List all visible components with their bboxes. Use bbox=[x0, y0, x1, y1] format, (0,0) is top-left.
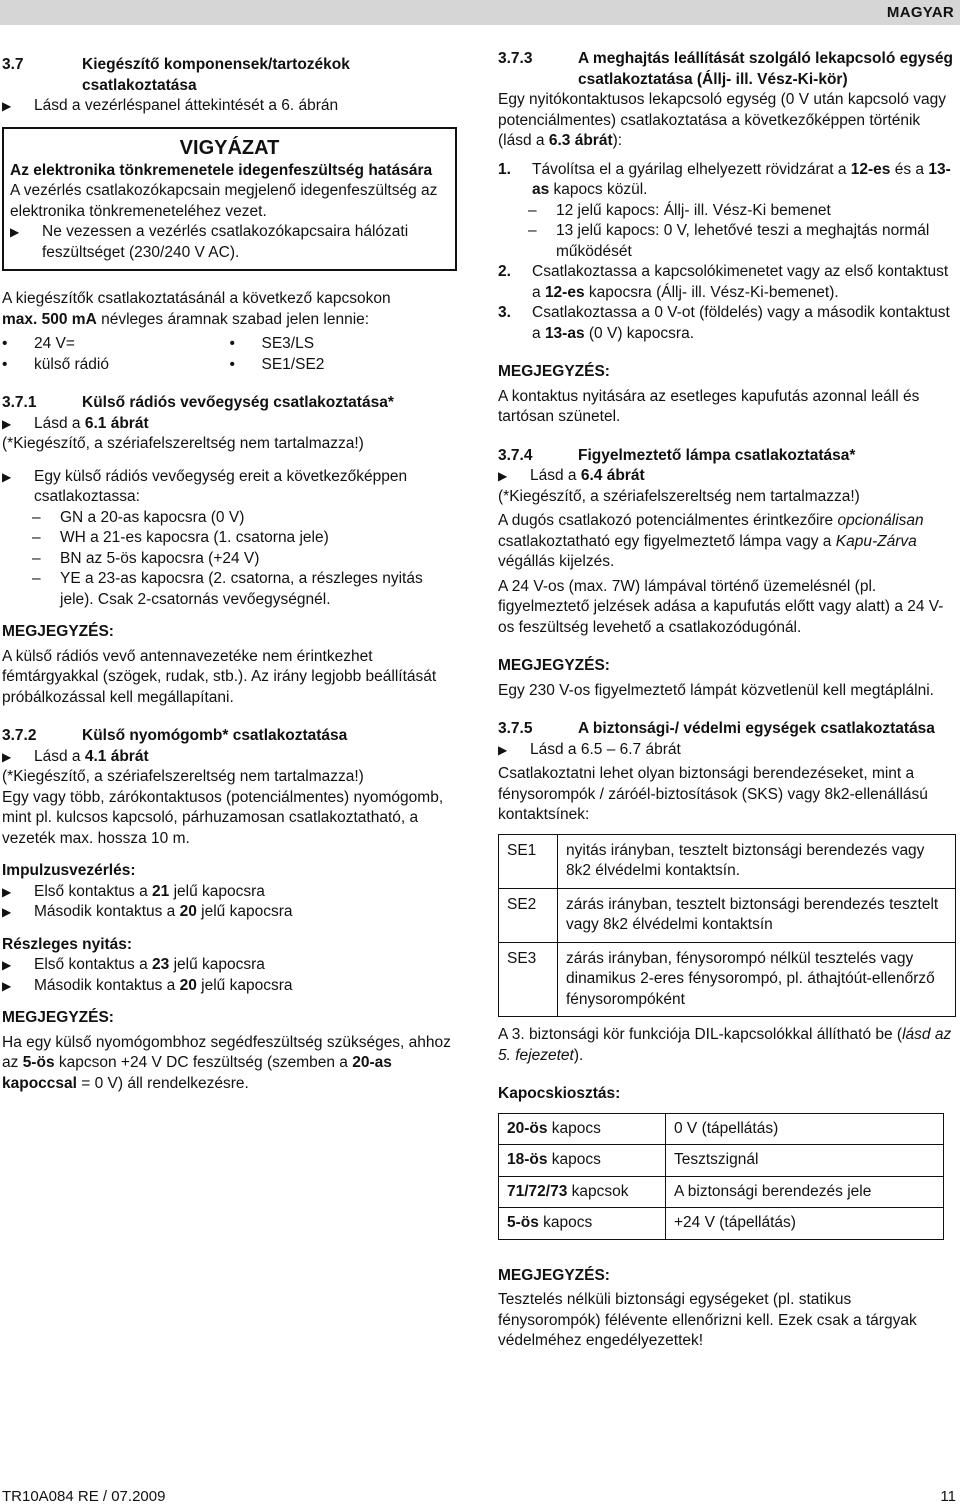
language-label: MAGYAR bbox=[886, 4, 954, 21]
terminal-bullets bbox=[2, 334, 457, 375]
section-3-7-2-ref: ▶ Lásd a 4.1 ábrát bbox=[2, 747, 457, 768]
intro-text: A kiegészítők csatlakoztatásánál a következő kapcsokon max. 500 mA névleges áramnak szabad jelen lennie: bbox=[2, 290, 391, 328]
section-3-7-5-heading: 3.7.5 A biztonsági-/ védelmi egységek csatlakoztatása bbox=[498, 720, 935, 737]
list-item: 3. Csatlakoztassa a 0 V-ot (földelés) vagy a második kontaktust a 13-as (0 V) kapocsra. bbox=[498, 304, 950, 342]
table-row: SE2 zárás irányban, tesztelt biztonsági berendezés tesztelt vagy 8k2 élvédelmi kontaktsín bbox=[499, 888, 956, 942]
lamp-text: A dugós csatlakozó potenciálmentes érintkezőire opcionálisan csatlakoztatható egy figyelmeztető lámpa vagy a Kapu-Zárva végállás kijelzés. bbox=[498, 512, 924, 570]
note-label: MEGJEGYZÉS: bbox=[498, 1266, 610, 1284]
list-item: ▶ Első kontaktus a 23 jelű kapocsra bbox=[2, 955, 457, 976]
terminal-label: Kapocskiosztás: bbox=[498, 1085, 621, 1102]
list-item: • külső rádió bbox=[2, 355, 109, 373]
list-item: ▶ Második kontaktus a 20 jelű kapocsra bbox=[2, 976, 457, 997]
arrow-right-icon: ▶ bbox=[2, 884, 12, 899]
list-item: – YE a 23-as kapocsra (2. csatorna, a részleges nyitás jele). Csak 2-csatornás vevőegységnél. bbox=[32, 570, 423, 608]
list-item: 1. Távolítsa el a gyárilag elhelyezett rövidzárat a 12-es és a 13-as kapocs közül. bbox=[498, 160, 951, 198]
right-column bbox=[498, 49, 956, 1352]
optional-note: (*Kiegészítő, a szériafelszereltség nem tartalmazza!) bbox=[2, 435, 364, 452]
section-3-7-4-heading: 3.7.4 Figyelmeztető lámpa csatlakoztatása* bbox=[498, 446, 856, 464]
list-item: – 12 jelű kapocs: Állj- ill. Vész-Ki bemenet bbox=[528, 201, 831, 219]
note-text: A kontaktus nyitására az esetleges kapufutás azonnal leáll és tartósan szünetel. bbox=[498, 387, 920, 425]
note-text: Ha egy külső nyomógombhoz segédfeszültség szükséges, ahhoz az 5-ös kapcson +24 V DC feszültség (szemben a 20-as kapoccsal = 0 V) áll rendelkezésre. bbox=[2, 1033, 451, 1092]
note-label: MEGJEGYZÉS: bbox=[498, 363, 610, 380]
section-3-7-1-ref: ▶ Lásd a 6.1 ábrát bbox=[2, 414, 457, 435]
note-text: A külső rádiós vevő antennavezetéke nem érintkezhet fémtárgyakkal (szögek, rudak, stb.). Az irány legjobb beállítását próbálkozással kell megállapítani. bbox=[2, 647, 437, 706]
arrow-right-icon: ▶ bbox=[2, 416, 12, 431]
radio-instruction: ▶ Egy külső rádiós vevőegység ereit a következőképpen csatlakoztassa: bbox=[2, 467, 457, 508]
list-item: – GN a 20-as kapocsra (0 V) bbox=[32, 508, 245, 526]
pushbutton-text: Egy vagy több, zárókontaktusos (potenciálmentes) nyomógomb, mint pl. kulcsos kapcsoló, párhuzamosan csatlakoztatható, a vezeték max. hossza 10 m. bbox=[2, 788, 444, 847]
table-row: SE1 nyitás irányban, tesztelt biztonsági berendezés vagy 8k2 élvédelmi kontaktsín. bbox=[499, 834, 956, 888]
table-row: SE3 zárás irányban, fénysorompó nélkül tesztelés vagy dinamikus 2-eres fénysorompó, pl. áthajtóút-ellenőrző fénysorompóként bbox=[499, 942, 956, 1017]
arrow-right-icon: ▶ bbox=[2, 99, 12, 113]
lamp-text-2: A 24 V-os (max. 7W) lámpával történő üzemelésnél (pl. figyelmeztető jelzések adása a kapufutás előtt vagy alatt) a 24 V-os feszültség levehető a csatlakozódugónál. bbox=[498, 577, 944, 636]
footer-doc-id: TR10A084 RE / 07.2009 bbox=[2, 1488, 166, 1505]
list-item: ▶ Első kontaktus a 21 jelű kapocsra bbox=[2, 882, 457, 903]
note-label: MEGJEGYZÉS: bbox=[2, 1009, 114, 1026]
list-item: 2. Csatlakoztassa a kapcsolókimenetet vagy az első kontaktust a 12-es kapocsra (Állj- ill. Vész-Ki-bemenet). bbox=[498, 263, 949, 301]
section-3-7-5-ref: ▶ Lásd a 6.5 – 6.7 ábrát bbox=[498, 740, 956, 761]
page-number: 11 bbox=[940, 1488, 956, 1505]
arrow-right-icon: ▶ bbox=[2, 905, 12, 919]
arrow-right-icon: ▶ bbox=[2, 958, 12, 972]
note-label: MEGJEGYZÉS: bbox=[2, 623, 114, 640]
list-item: – BN az 5-ös kapocsra (+24 V) bbox=[32, 549, 260, 567]
table-row: 71/72/73 kapcsok A biztonsági berendezés jele bbox=[499, 1176, 944, 1208]
optional-note: (*Kiegészítő, a szériafelszereltség nem tartalmazza!) bbox=[2, 768, 364, 785]
section-3-7-1-heading: 3.7.1 Külső rádiós vevőegység csatlakoztatása* bbox=[2, 394, 394, 411]
stop-text: Egy nyitókontaktusos lekapcsoló egység (0 V után kapcsoló vagy potenciálmentes) csatlakoztatása a következőképpen történik (lásd a 6.3 ábrát): bbox=[498, 91, 947, 149]
arrow-right-icon: ▶ bbox=[10, 225, 20, 239]
table-row: 20-ös kapocs 0 V (tápellátás) bbox=[499, 1113, 944, 1145]
section-3-7-3-heading: 3.7.3 A meghajtás leállítását szolgáló lekapcsoló egység csatlakoztatása (Állj- ill. Vész-Ki-kör) bbox=[498, 50, 954, 88]
list-item: • SE3/LS bbox=[229, 335, 315, 352]
warning-text: A vezérlés csatlakozókapcsain megjelenő idegenfeszültség az elektronika tönkremeneteléhez vezet. bbox=[10, 182, 438, 220]
list-item: • 24 V= bbox=[2, 335, 75, 352]
safety-table bbox=[498, 834, 956, 1018]
list-item: – 13 jelű kapocs: 0 V, lehetővé teszi a meghajtás normál működését bbox=[528, 222, 930, 260]
optional-note: (*Kiegészítő, a szériafelszereltség nem tartalmazza!) bbox=[498, 487, 860, 505]
arrow-right-icon: ▶ bbox=[2, 978, 12, 993]
note-label: MEGJEGYZÉS: bbox=[498, 657, 610, 674]
page-header bbox=[0, 0, 960, 25]
dil-text: A 3. biztonsági kör funkciója DIL-kapcsolókkal állítható be (lásd az 5. fejezetet). bbox=[498, 1026, 952, 1064]
section-3-7-2-heading: 3.7.2 Külső nyomógomb* csatlakoztatása bbox=[2, 727, 348, 744]
arrow-right-icon: ▶ bbox=[2, 749, 12, 764]
safety-text: Csatlakoztatni lehet olyan biztonsági berendezéseket, mint a fénysorompók / záróél-biztosítások (SKS) vagy 8k2-ellenállású kontaktsínek: bbox=[498, 765, 928, 823]
section-3-7-ref: ▶ Lásd a vezérléspanel áttekintését a 6. ábrán bbox=[2, 96, 457, 117]
note-text: Egy 230 V-os figyelmeztető lámpát közvetlenül kell megtáplálni. bbox=[498, 681, 934, 699]
warning-title: VIGYÁZAT bbox=[179, 136, 280, 159]
warning-subtitle: Az elektronika tönkremenetele idegenfeszültség hatására bbox=[10, 161, 433, 179]
arrow-right-icon: ▶ bbox=[498, 742, 508, 757]
section-3-7-heading: 3.7 Kiegészítő komponensek/tartozékok csatlakoztatása bbox=[2, 56, 350, 94]
arrow-right-icon: ▶ bbox=[498, 469, 508, 483]
section-3-7-4-ref: ▶ Lásd a 6.4 ábrát bbox=[498, 466, 956, 487]
note-text: Tesztelés nélküli biztonsági egységeket (pl. statikus fénysorompók) félévente ellenőrizni kell. Ezek csak a tárgyak védelméhez engedélyezettek! bbox=[498, 1291, 917, 1349]
impulse-label: Impulzusvezérlés: bbox=[2, 862, 136, 879]
warning-box bbox=[2, 127, 457, 272]
terminal-table bbox=[498, 1113, 944, 1240]
list-item: ▶ Második kontaktus a 20 jelű kapocsra bbox=[2, 902, 457, 923]
arrow-right-icon: ▶ bbox=[2, 469, 12, 484]
list-item: • SE1/SE2 bbox=[229, 355, 325, 373]
list-item: – WH a 21-es kapocsra (1. csatorna jele) bbox=[32, 529, 329, 546]
warning-instruction: ▶ Ne vezessen a vezérlés csatlakozókapcsaira hálózati feszültséget (230/240 V AC). bbox=[10, 222, 449, 263]
partial-open-label: Részleges nyitás: bbox=[2, 935, 133, 953]
table-row: 18-ös kapocs Tesztszignál bbox=[499, 1145, 944, 1177]
left-column bbox=[2, 55, 457, 1094]
table-row: 5-ös kapocs +24 V (tápellátás) bbox=[499, 1208, 944, 1240]
